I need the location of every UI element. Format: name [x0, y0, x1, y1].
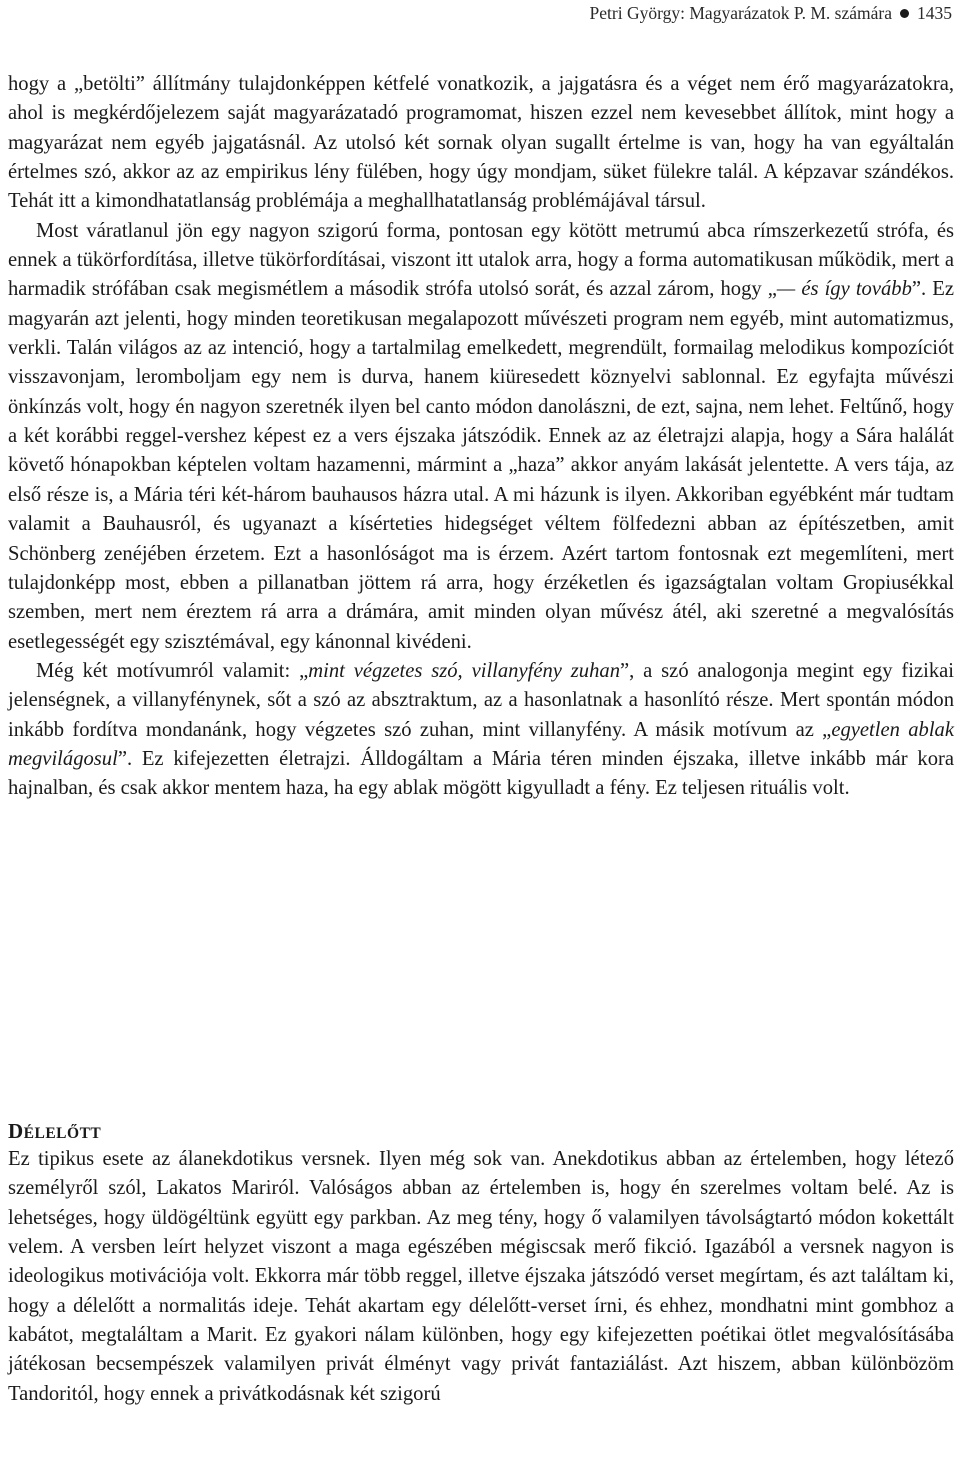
paragraph-1: hogy a „betölti” állítmány tulajdonképpen kétfelé vonatkozik, a jajgatásra és a véget nem érő magyarázatokra, ahol is megkérdőjelezem saját magyarázatadó programomat, hiszen ezzel nem kevesebbet állítok, mint hogy a magyarázat nem egyéb jajgatásnál. Az utolsó két sornak olyan sugallt értelme is van, hogy ha van egyáltalán értelmes szó, akkor az az empirikus lény fülében, hogy úgy mondjam, süket fülekre talál. A képzavar szándékos. Tehát itt a kimondhatatlanság problémája a meghallhatatlanság problémájával társul.: [8, 73, 954, 213]
quote-ablak: egyetlen ablak megvilágosul: [8, 718, 954, 770]
running-title: Petri György: Magyarázatok P. M. számára: [589, 3, 892, 23]
running-header: [590, 0, 952, 26]
bullet-separator-icon: [900, 9, 909, 18]
quote-es-igy-tovabb: — és így tovább: [776, 278, 912, 301]
paragraph-3-part-a: Még két motívumról valamit: „: [36, 659, 309, 682]
main-text: [8, 70, 954, 804]
paragraph-2-part-b: ”. Ez magyarán azt jelenti, hogy minden teoretikusan megalapozott művészeti program nem egyéb, mint automatizmus, verkli. Talán világos az az intenció, hogy a tartalmilag emelkedett, megrendült, formailag melodikus kompozíciót visszavonjam, leromboljam egy nem is durva, hanem kiüresedett köznyelvi sablonnal. Ez egyfajta művészi önkínzás volt, hogy én nagyon szeretnék ilyen bel canto módon danolászni, de ezt, sajna, nem lehet. Feltűnő, hogy a két korábbi reggel-vershez képest ez a vers éjszaka játszódik. Ennek az az életrajzi alapja, hogy a Sára halálát követő hónapokban képtelen voltam hazamenni, mármint a „haza” akkor anyám lakását jelentette. A vers tája, az első része is, a Mária téri két-három bauhausos házra utal. A mi házunk is ilyen. Akkoriban egyébként már tudtam valamit a Bauhausról, és ugyanazt a kísérteties hidegséget véltem fölfedezni abban az építészetben, amit Schönberg zenéjében érzetem. Ezt a hasonlóságot ma is érzem. Azért tartom fontosnak ezt megemlíteni, mert tulajdonképp most, ebben a pillanatban jöttem rá arra, hogy érzéketlen és igazságtalan voltam Gropiusékkal szemben, mert nem éreztem rá arra a drámára, amit minden olyan művész átél, aki szeretné a megvalósítás esetlegességét egy szisztémával, egy kánonnal kivédeni.: [8, 278, 954, 653]
section-text: [8, 1145, 954, 1409]
paragraph-2-part-a: Most váratlanul jön egy nagyon szigorú forma, pontosan egy kötött metrumú abca rímszerkezetű strófa, és ennek a tükörfordítása, illetve tükörfordításai, viszont itt utalok arra, hogy a forma automatikusan működik, mert a harmadik strófában csak megismétlem a második strófa utolsó sorát, és azzal zárom, hogy „: [8, 219, 954, 301]
section-heading-initial: D: [8, 1119, 24, 1143]
quote-villanyfeny: mint végzetes szó, villanyfény zuhan: [308, 659, 620, 682]
paragraph-3: [8, 657, 954, 804]
paragraph-3-part-b: ”, a szó analogonja megint egy fizikai jelenségnek, a villanyfénynek, sőt a szó az absztraktum, az a hasonlatnak a hasonlító része. Mert spontán módon inkább fordítva mondanánk, hogy végzetes szó zuhan, mint villanyfény. A másik motívum az „: [8, 659, 954, 741]
section-heading: [8, 1117, 101, 1148]
paragraph-3-part-c: ”. Ez kifejezetten életrajzi. Álldogáltam a Mária téren minden éjszaka, illetve inkább már kora hajnalban, és csak akkor mentem haza, ha egy ablak mögött kigyulladt a fény. Ez teljesen rituális volt.: [8, 747, 954, 800]
section-heading-rest: ÉLELŐTT: [23, 1125, 102, 1142]
paragraph-2: [8, 217, 954, 657]
section-paragraph-1: Ez tipikus esete az álanekdotikus versnek. Ilyen még sok van. Anekdotikus abban az értelemben, hogy létező személyről szól, Lakatos Mariról. Valóságos abban az értelemben is, hogy én szerelmes voltam belé. Az is lehetséges, hogy üldögéltünk együtt egy parkban. Az meg tény, hogy ő valamilyen távolságtartó módon kokettált velem. A versben leírt helyzet viszont a maga egészében mégiscsak merő fikció. Igazából a versnek nagyon is ideologikus motivációja volt. Ekkorra már több reggel, illetve éjszaka játszódó verset megírtam, és azt találtam ki, hogy a délelőtt a normalitás ideje. Tehát akartam egy délelőtt-verset írni, és ehhez, mondhatni mint gombhoz a kabátot, megtaláltam a Marit. Ez gyakori nálam különben, hogy egy kifejezetten poétikai ötlet megvalósításába játékosan becsempészek valamilyen privát élményt vagy privát fantaziálást. Azt hiszem, abban különbözöm Tandoritól, hogy ennek a privátkodásnak két szigorú: [8, 1148, 954, 1405]
page-number: 1435: [917, 3, 952, 23]
